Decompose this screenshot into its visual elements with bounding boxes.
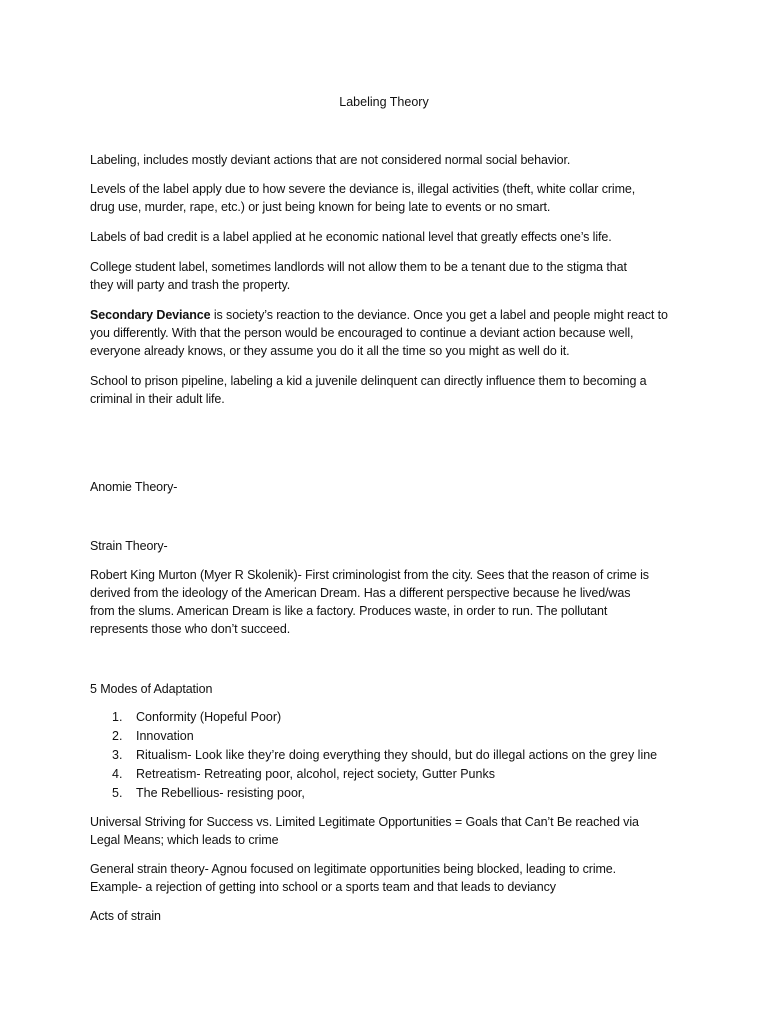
paragraph-labeling-definition: Labeling, includes mostly deviant actions that are not considered normal social behavior. bbox=[90, 153, 571, 167]
list-item: Innovation bbox=[136, 729, 194, 743]
paragraph-secondary-line-2: you differently. With that the person would be encouraged to continue a deviant action because well, bbox=[90, 326, 634, 340]
paragraph-general-strain-line-1: General strain theory- Agnou focused on legitimate opportunities being blocked, leading to crime. bbox=[90, 862, 617, 876]
document-title: Labeling Theory bbox=[339, 95, 429, 109]
list-item-number: 1. bbox=[112, 710, 123, 724]
list-item-number: 3. bbox=[112, 748, 123, 762]
heading-strain-theory: Strain Theory- bbox=[90, 539, 168, 553]
paragraph-universal-striving-line-1: Universal Striving for Success vs. Limited Legitimate Opportunities = Goals that Can’t Be reached via bbox=[90, 815, 639, 829]
paragraph-murton-line-2: derived from the ideology of the American Dream. Has a different perspective because he lived/was bbox=[90, 586, 631, 600]
heading-anomie-theory: Anomie Theory- bbox=[90, 480, 178, 494]
list-item-number: 5. bbox=[112, 786, 123, 800]
paragraph-pipeline-line-2: criminal in their adult life. bbox=[90, 392, 225, 406]
list-item-number: 2. bbox=[112, 729, 123, 743]
paragraph-college-line-1: College student label, sometimes landlords will not allow them to be a tenant due to the stigma that bbox=[90, 260, 627, 274]
list-item: Retreatism- Retreating poor, alcohol, reject society, Gutter Punks bbox=[136, 767, 495, 781]
paragraph-levels-line-1: Levels of the label apply due to how severe the deviance is, illegal activities (theft, white collar crime, bbox=[90, 182, 636, 196]
list-item: Conformity (Hopeful Poor) bbox=[136, 710, 282, 724]
paragraph-murton-line-3: from the slums. American Dream is like a factory. Produces waste, in order to run. The pollutant bbox=[90, 604, 608, 618]
paragraph-college-line-2: they will party and trash the property. bbox=[90, 278, 291, 292]
paragraph-general-strain-line-2: Example- a rejection of getting into school or a sports team and that leads to deviancy bbox=[90, 880, 556, 894]
heading-acts-of-strain: Acts of strain bbox=[90, 909, 161, 923]
paragraph-murton-line-4: represents those who don’t succeed. bbox=[90, 622, 291, 636]
list-item: Ritualism- Look like they’re doing everything they should, but do illegal actions on the grey line bbox=[136, 748, 658, 762]
paragraph-pipeline-line-1: School to prison pipeline, labeling a kid a juvenile delinquent can directly influence them to becoming a bbox=[90, 374, 647, 388]
paragraph-secondary-line-1 bbox=[90, 306, 668, 324]
paragraph-levels-line-2: drug use, murder, rape, etc.) or just being known for being late to events or no smart. bbox=[90, 200, 551, 214]
paragraph-bad-credit: Labels of bad credit is a label applied at he economic national level that greatly effects one’s life. bbox=[90, 230, 612, 244]
paragraph-universal-striving-line-2: Legal Means; which leads to crime bbox=[90, 833, 279, 847]
list-item: The Rebellious- resisting poor, bbox=[136, 786, 305, 800]
heading-modes-of-adaptation: 5 Modes of Adaptation bbox=[90, 682, 213, 696]
secondary-deviance-text: is society’s reaction to the deviance. Once you get a label and people might react to bbox=[210, 308, 668, 322]
paragraph-murton-line-1: Robert King Murton (Myer R Skolenik)- First criminologist from the city. Sees that the reason of crime is bbox=[90, 568, 649, 582]
list-item-number: 4. bbox=[112, 767, 123, 781]
secondary-deviance-term: Secondary Deviance bbox=[90, 308, 211, 322]
paragraph-secondary-line-3: everyone already knows, or they assume you do it all the time so you might as well do it. bbox=[90, 344, 570, 358]
